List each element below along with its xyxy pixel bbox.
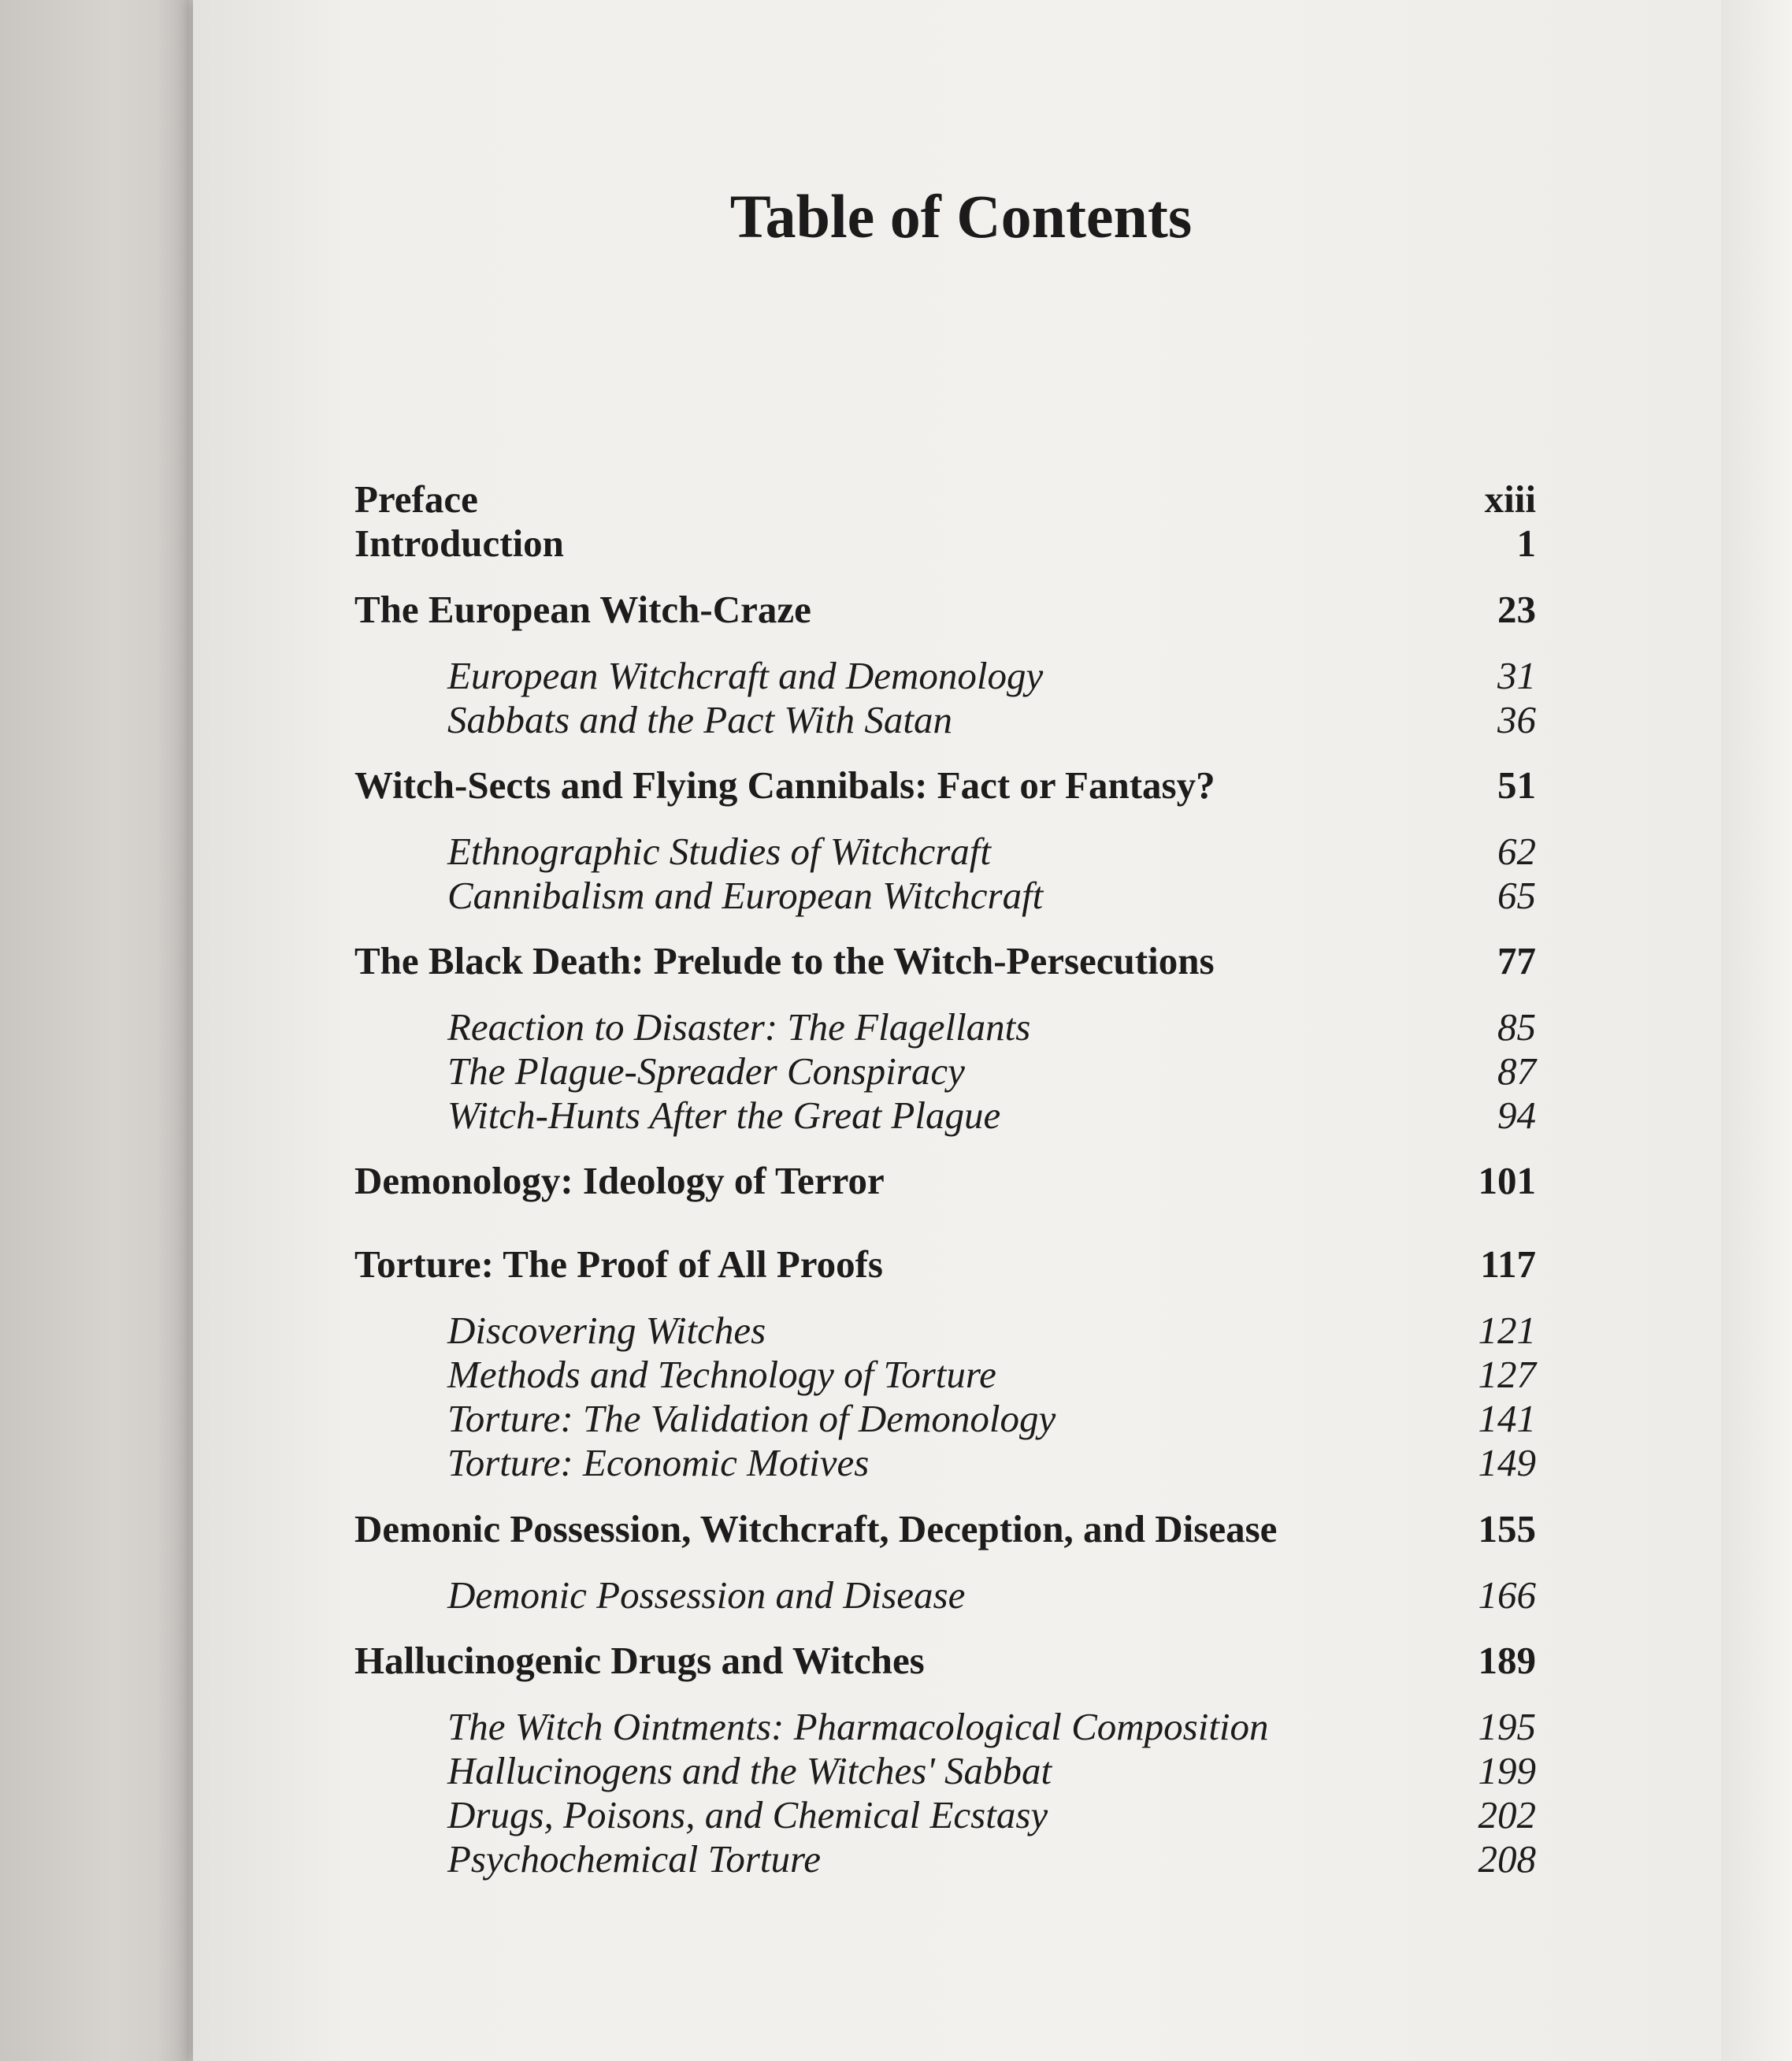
- toc-page-number: 149: [1478, 1441, 1536, 1484]
- toc-page-number: 141: [1478, 1397, 1536, 1440]
- toc-subsection-title: Torture: The Validation of Demonology: [447, 1397, 1056, 1440]
- toc-page-number: 94: [1497, 1094, 1536, 1137]
- toc-subsection-row[interactable]: [354, 1049, 1536, 1094]
- toc-page-number: 101: [1478, 1159, 1536, 1202]
- toc-subsection-row[interactable]: [354, 1309, 1536, 1353]
- toc-chapter-row[interactable]: [354, 763, 1536, 808]
- toc-subsection-row[interactable]: [354, 1705, 1536, 1749]
- toc-page-number: 195: [1478, 1705, 1536, 1748]
- toc-chapter-title: Witch-Sects and Flying Cannibals: Fact or Fantasy?: [354, 763, 1215, 807]
- toc-subsection-title: European Witchcraft and Demonology: [447, 654, 1044, 697]
- toc-subsection-title: Hallucinogens and the Witches' Sabbat: [447, 1749, 1052, 1792]
- toc-page-number: 87: [1497, 1049, 1536, 1093]
- toc-subsection-title: Demonic Possession and Disease: [447, 1573, 966, 1617]
- toc-subsection-row[interactable]: [354, 654, 1536, 698]
- toc-subsection-row[interactable]: [354, 874, 1536, 918]
- toc-chapter-row[interactable]: [354, 477, 1536, 522]
- toc-subsection-row[interactable]: [354, 1094, 1536, 1138]
- toc-page-number: 199: [1478, 1749, 1536, 1792]
- toc-chapter-row[interactable]: [354, 1639, 1536, 1683]
- toc-subsection-row[interactable]: [354, 1749, 1536, 1793]
- toc-section: [354, 477, 1536, 566]
- toc-page-number: 121: [1478, 1309, 1536, 1352]
- page-title: Table of Contents: [729, 182, 1193, 251]
- toc-subsection-row[interactable]: [354, 1837, 1536, 1881]
- toc-page-number: 1: [1516, 522, 1536, 565]
- toc-chapter-row[interactable]: [354, 522, 1536, 566]
- toc-chapter-title: Demonology: Ideology of Terror: [354, 1159, 885, 1202]
- toc-page: [193, 0, 1721, 2061]
- toc-chapter-title: Torture: The Proof of All Proofs: [354, 1242, 883, 1286]
- toc-subsection-title: The Plague-Spreader Conspiracy: [447, 1049, 965, 1093]
- right-page-edge: [1721, 0, 1792, 2061]
- toc-page-number: 189: [1478, 1639, 1536, 1682]
- toc-section: [354, 1159, 1536, 1203]
- toc-section: [354, 1507, 1536, 1617]
- toc-subsection-title: The Witch Ointments: Pharmacological Composition: [447, 1705, 1269, 1748]
- toc-subsection-title: Sabbats and the Pact With Satan: [447, 698, 953, 741]
- toc-subsection-title: Methods and Technology of Torture: [447, 1353, 996, 1396]
- toc-chapter-title: The European Witch-Craze: [354, 588, 811, 631]
- toc-page-number: 117: [1480, 1242, 1536, 1286]
- toc-section: [354, 1242, 1536, 1485]
- toc-subsection-row[interactable]: [354, 1793, 1536, 1837]
- toc-page-number: 62: [1497, 830, 1536, 873]
- toc-chapter-row[interactable]: [354, 588, 1536, 632]
- toc-section: [354, 588, 1536, 742]
- toc-subsection-title: Drugs, Poisons, and Chemical Ecstasy: [447, 1793, 1048, 1836]
- toc-page-number: 31: [1497, 654, 1536, 697]
- toc-subsection-title: Reaction to Disaster: The Flagellants: [447, 1005, 1031, 1049]
- toc-subsection-title: Witch-Hunts After the Great Plague: [447, 1094, 1001, 1137]
- toc-chapter-row[interactable]: [354, 1159, 1536, 1203]
- toc-subsection-row[interactable]: [354, 1005, 1536, 1049]
- toc-page-number: 36: [1497, 698, 1536, 741]
- toc-chapter-title: Demonic Possession, Witchcraft, Deception, and Disease: [354, 1507, 1278, 1550]
- toc-page-number: 208: [1478, 1837, 1536, 1881]
- toc-chapter-title: Preface: [354, 477, 478, 521]
- toc-section: [354, 939, 1536, 1138]
- toc-page-number: 65: [1497, 874, 1536, 917]
- toc-chapter-row[interactable]: [354, 1507, 1536, 1551]
- toc-subsection-title: Psychochemical Torture: [447, 1837, 822, 1881]
- toc-page-number: 166: [1478, 1573, 1536, 1617]
- toc-page-number: 85: [1497, 1005, 1536, 1049]
- toc-chapter-row[interactable]: [354, 939, 1536, 983]
- toc-list: [354, 477, 1536, 1881]
- toc-chapter-row[interactable]: [354, 1242, 1536, 1287]
- toc-subsection-row[interactable]: [354, 1441, 1536, 1485]
- toc-page-number: 155: [1478, 1507, 1536, 1550]
- toc-subsection-row[interactable]: [354, 1353, 1536, 1397]
- toc-subsection-row[interactable]: [354, 698, 1536, 742]
- toc-subsection-row[interactable]: [354, 1573, 1536, 1617]
- toc-page-number: 202: [1478, 1793, 1536, 1836]
- toc-chapter-title: Introduction: [354, 522, 564, 565]
- toc-subsection-row[interactable]: [354, 830, 1536, 874]
- toc-subsection-title: Discovering Witches: [447, 1309, 766, 1352]
- toc-subsection-title: Ethnographic Studies of Witchcraft: [447, 830, 992, 873]
- toc-chapter-title: Hallucinogenic Drugs and Witches: [354, 1639, 925, 1682]
- toc-section: [354, 763, 1536, 918]
- toc-subsection-row[interactable]: [354, 1397, 1536, 1441]
- toc-page-number: xiii: [1484, 477, 1536, 521]
- toc-chapter-title: The Black Death: Prelude to the Witch-Persecutions: [354, 939, 1215, 982]
- toc-page-number: 51: [1497, 763, 1536, 807]
- toc-section: [354, 1639, 1536, 1881]
- toc-page-number: 77: [1497, 939, 1536, 982]
- toc-page-number: 127: [1478, 1353, 1536, 1396]
- toc-subsection-title: Cannibalism and European Witchcraft: [447, 874, 1044, 917]
- toc-page-number: 23: [1497, 588, 1536, 631]
- toc-subsection-title: Torture: Economic Motives: [447, 1441, 870, 1484]
